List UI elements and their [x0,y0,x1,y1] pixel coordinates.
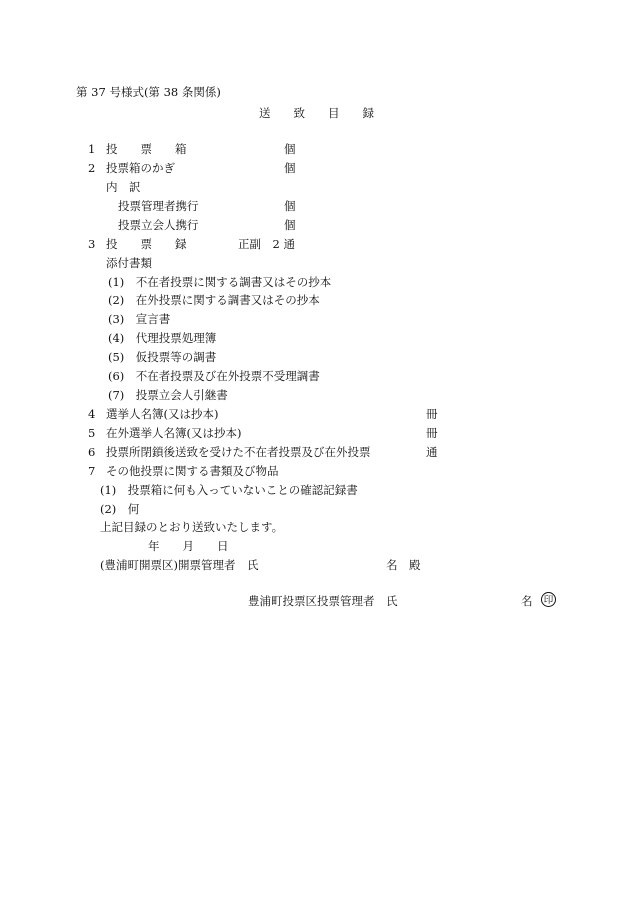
item-2-unit: 個 [284,161,296,175]
item-2-breakdown-1-label: 投票管理者携行 [118,199,199,213]
item-3-attachments-heading: 添付書類 [106,256,152,270]
item-7-sub-2: (2) 何 [100,502,140,516]
item-7-number: 7 [88,464,96,478]
item-2-breakdown-2-label: 投票立会人携行 [118,218,199,232]
item-7-label: その他投票に関する書類及び物品 [106,464,279,478]
attachment-3: (3) 宣言書 [108,312,171,326]
sender-line: 豊浦町投票区投票管理者 氏 [248,594,398,608]
attachment-6: (6) 不在者投票及び在外投票不受理調書 [108,369,320,383]
item-4-label: 選挙人名簿(又は抄本) [106,407,219,421]
attachment-4: (4) 代理投票処理簿 [108,331,217,345]
item-5-number: 5 [88,426,96,440]
attachment-1: (1) 不在者投票に関する調書又はその抄本 [108,275,332,289]
seal-icon: 印 [541,592,556,607]
attachment-2: (2) 在外投票に関する調書又はその抄本 [108,293,320,307]
item-7-sub-1: (1) 投票箱に何も入っていないことの確認記録書 [100,483,358,497]
date-line: 年 月 日 [148,539,229,553]
attachment-7: (7) 投票立会人引継書 [108,388,228,402]
item-1-label: 投 票 箱 [106,142,187,156]
item-6-label: 投票所閉鎖後送致を受けた不在者投票及び在外投票 [106,445,371,459]
document-title: 送 致 目 録 [259,106,374,120]
item-3-unit: 正副 2 通 [238,237,295,251]
item-2-breakdown-2-unit: 個 [284,218,296,232]
item-5-label: 在外選挙人名簿(又は抄本) [106,426,242,440]
recipient-name-suffix: 名 殿 [386,558,421,572]
item-1-unit: 個 [284,142,296,156]
item-2-number: 2 [88,161,96,175]
item-1-number: 1 [88,142,96,156]
item-5-unit: 冊 [426,426,438,440]
item-2-label: 投票箱のかぎ [106,161,175,175]
item-4-number: 4 [88,407,96,421]
attachment-5: (5) 仮投票等の調書 [108,350,217,364]
recipient-line: (豊浦町開票区)開票管理者 氏 [100,558,259,572]
item-2-breakdown-1-unit: 個 [284,199,296,213]
item-6-unit: 通 [426,445,438,459]
item-2-breakdown-heading: 内 訳 [106,180,141,194]
delivery-statement: 上記目録のとおり送致いたします。 [100,520,284,534]
item-3-number: 3 [88,237,96,251]
item-3-label: 投 票 録 [106,237,187,251]
sender-name-suffix: 名 [521,594,533,608]
item-4-unit: 冊 [426,407,438,421]
form-number: 第 37 号様式(第 38 条関係) [76,85,221,99]
item-6-number: 6 [88,445,96,459]
